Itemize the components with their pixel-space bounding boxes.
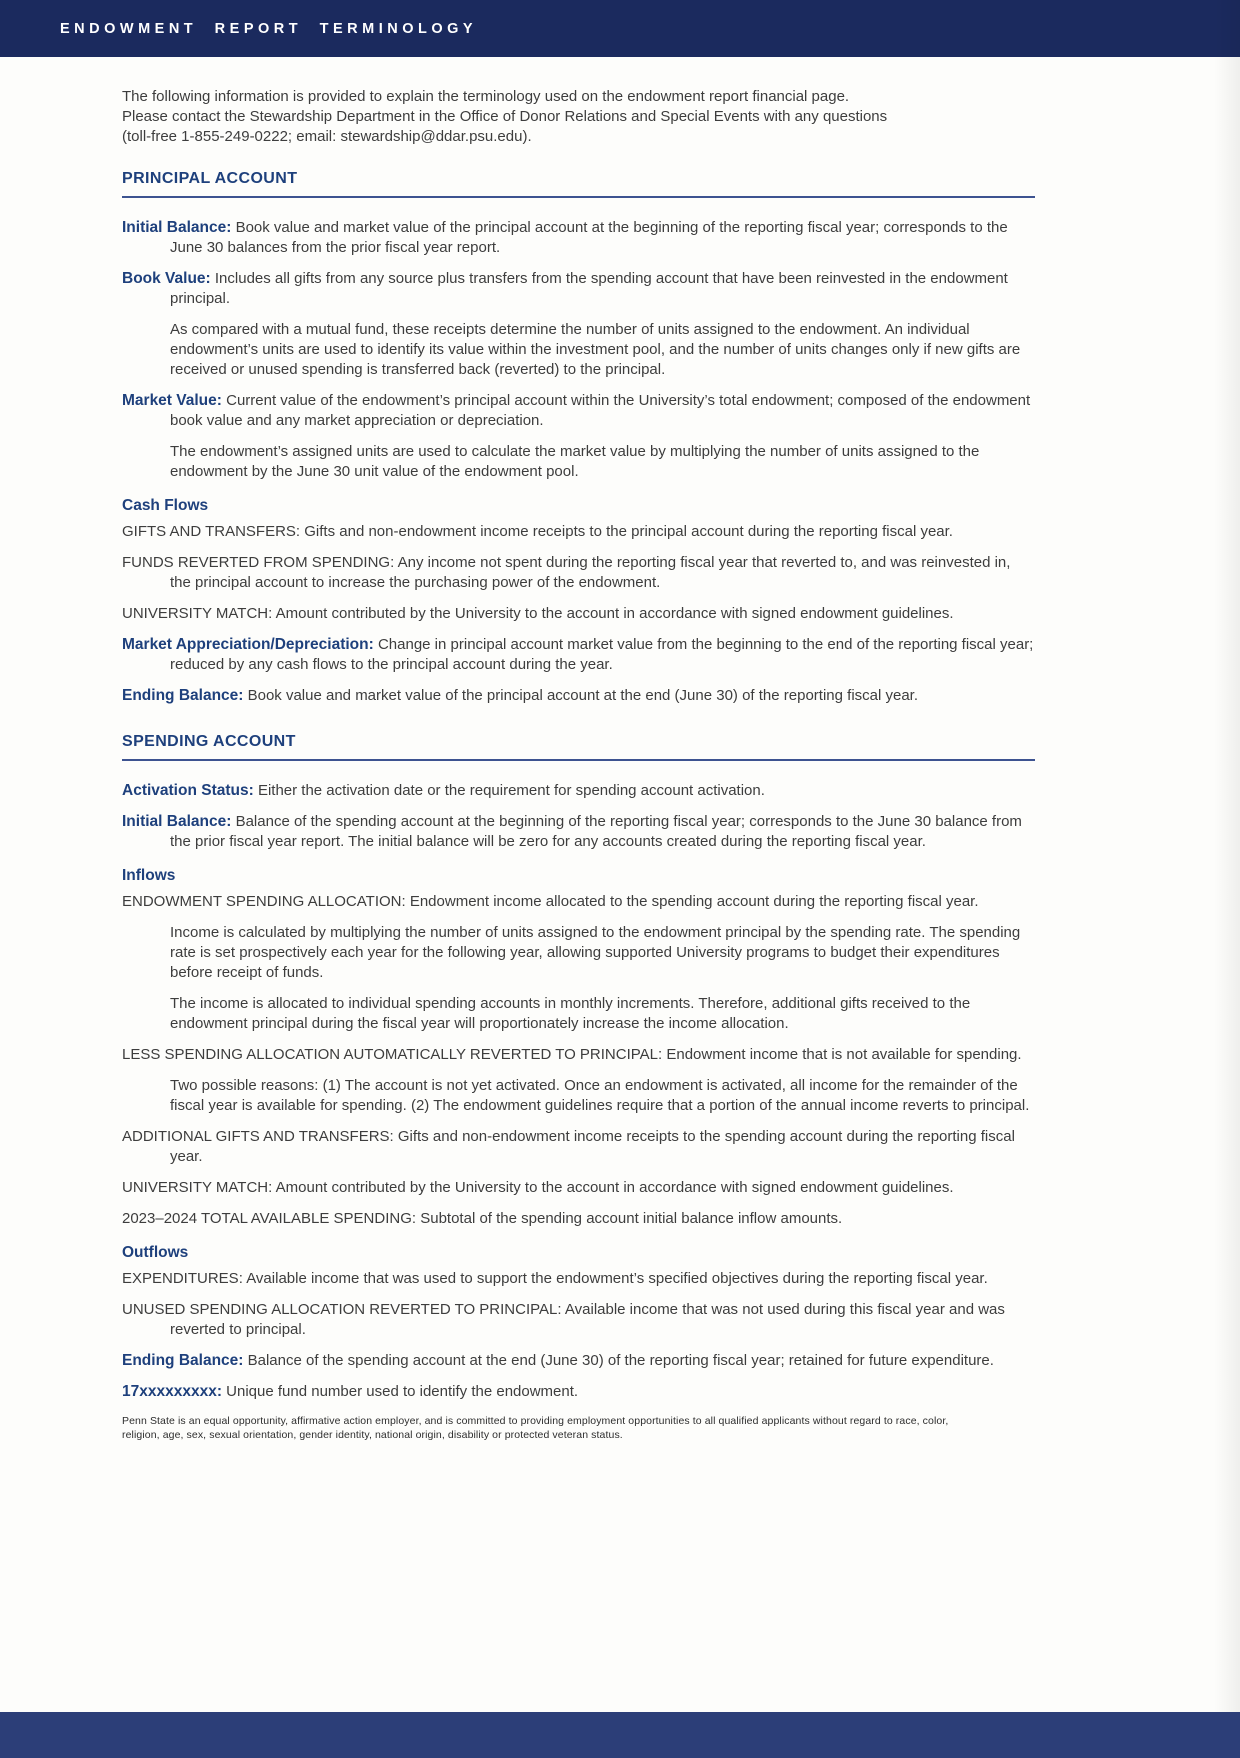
entry-endowment-spending-allocation [122, 892, 1035, 912]
subsection-heading-inflows: Inflows [122, 867, 176, 884]
entry-fund-number [122, 1382, 1035, 1402]
entry-less-spending-note: Two possible reasons: (1) The account is not yet activated. Once an endowment is activated, all income for the remainder of the fiscal year is available for spending. (2) The endowment guidelines require that a portion of the annual income reverts to principal. [170, 1077, 1030, 1114]
term-definition: Gifts and non-endowment income receipts to the spending account during the reporting fiscal year. [170, 1128, 1015, 1165]
term-label: EXPENDITURES: [122, 1270, 243, 1287]
term-definition: Unique fund number used to identify the endowment. [226, 1383, 579, 1400]
term-definition: Gifts and non-endowment income receipts to the principal account during the reporting fiscal year. [304, 523, 953, 540]
term-label: Ending Balance: [122, 1352, 244, 1369]
term-label: Book Value: [122, 270, 211, 287]
term-definition: Book value and market value of the principal account at the beginning of the reporting fiscal year; corresponds to the June 30 balances from the prior fiscal year report. [170, 219, 1008, 256]
term-label: UNIVERSITY MATCH: [122, 605, 273, 622]
entry-ending-balance-principal [122, 686, 1035, 706]
term-definition: Change in principal account market value from the beginning to the end of the reporting fiscal year; reduced by any cash flows to the principal account during the year. [170, 636, 1034, 673]
term-definition: Amount contributed by the University to the account in accordance with signed endowment guidelines. [275, 1179, 954, 1196]
entry-market-value [122, 391, 1035, 431]
term-label: GIFTS AND TRANSFERS: [122, 523, 301, 540]
term-label: Activation Status: [122, 782, 254, 799]
term-label: LESS SPENDING ALLOCATION AUTOMATICALLY REVERTED TO PRINCIPAL: [122, 1046, 663, 1063]
section-title: PRINCIPAL ACCOUNT [122, 170, 298, 187]
entry-initial-balance-spending [122, 812, 1035, 852]
term-label: Initial Balance: [122, 219, 232, 236]
entry-university-match-principal [122, 604, 1035, 624]
term-label: FUNDS REVERTED FROM SPENDING: [122, 554, 395, 571]
term-definition: Balance of the spending account at the beginning of the reporting fiscal year; corresponds to the June 30 balance from the prior fiscal year report. The initial balance will be zero for any accounts created during the reporting fiscal year. [170, 813, 1022, 850]
intro-line: The following information is provided to explain the terminology used on the endowment report financial page. [122, 88, 850, 105]
intro-line: Please contact the Stewardship Department in the Office of Donor Relations and Special Events with any questions [122, 108, 888, 125]
subsection-heading-cash-flows: Cash Flows [122, 497, 209, 514]
term-definition: Either the activation date or the requirement for spending account activation. [257, 782, 765, 799]
entry-total-available-spending [122, 1209, 1035, 1229]
term-label: Market Value: [122, 392, 222, 409]
term-definition: Amount contributed by the University to the account in accordance with signed endowment guidelines. [275, 605, 954, 622]
entry-additional-gifts-and-transfers [122, 1127, 1035, 1167]
intro-line: (toll-free 1-855-249-0222; email: stewardship@ddar.psu.edu). [122, 128, 532, 145]
entry-activation-status [122, 781, 1035, 801]
header-bar [0, 0, 1240, 57]
entry-unused-spending-allocation-reverted [122, 1300, 1035, 1340]
term-label: Ending Balance: [122, 687, 244, 704]
term-definition: Subtotal of the spending account initial balance inflow amounts. [420, 1210, 843, 1227]
entry-book-value [122, 269, 1035, 309]
term-label: UNUSED SPENDING ALLOCATION REVERTED TO PRINCIPAL: [122, 1301, 562, 1318]
term-definition: Available income that was used to support the endowment’s specified objectives during the reporting fiscal year. [246, 1270, 988, 1287]
term-label: ENDOWMENT SPENDING ALLOCATION: [122, 893, 406, 910]
section-heading-principal-account [122, 169, 1035, 198]
term-definition: Any income not spent during the reporting fiscal year that reverted to, and was reinvested in, the principal account to increase the purchasing power of the endowment. [170, 554, 1011, 591]
entry-spending-allocation-note-1: Income is calculated by multiplying the number of units assigned to the endowment principal by the spending rate. The spending rate is set prospectively each year for the following year, allowing supported University programs to budget their expenditures before receipt of funds. [170, 924, 1021, 981]
section-rule [122, 196, 1035, 198]
term-label: Market Appreciation/Depreciation: [122, 636, 374, 653]
term-definition: Endowment income that is not available for spending. [666, 1046, 1022, 1063]
section-heading-spending-account [122, 732, 1035, 761]
page-title: ENDOWMENT REPORT TERMINOLOGY [60, 20, 478, 37]
footer-bar [0, 1712, 1240, 1758]
term-label: UNIVERSITY MATCH: [122, 1179, 273, 1196]
section-title: SPENDING ACCOUNT [122, 733, 296, 750]
document-body [0, 57, 1240, 1442]
subsection-heading-outflows: Outflows [122, 1244, 189, 1261]
entry-spending-allocation-note-2: The income is allocated to individual spending accounts in monthly increments. Therefore, additional gifts received to the endowment principal during the fiscal year will proportionately increase the income allocation. [170, 995, 971, 1032]
entry-book-value-note: As compared with a mutual fund, these receipts determine the number of units assigned to the endowment. An individual endowment’s units are used to identify its value within the investment pool, and the number of units changes only if new gifts are received or unused spending is transferred back (reverted) to the principal. [170, 321, 1021, 378]
entry-initial-balance [122, 218, 1035, 258]
term-label: ADDITIONAL GIFTS AND TRANSFERS: [122, 1128, 394, 1145]
term-definition: Includes all gifts from any source plus transfers from the spending account that have been reinvested in the endowment principal. [170, 270, 1008, 307]
term-definition: Current value of the endowment’s principal account within the University’s total endowment; composed of the endowment book value and any market appreciation or depreciation. [170, 392, 1031, 429]
entry-funds-reverted-from-spending [122, 553, 1035, 593]
entry-market-appreciation-depreciation [122, 635, 1035, 675]
entry-market-value-note: The endowment’s assigned units are used to calculate the market value by multiplying the number of units assigned to the endowment by the June 30 unit value of the endowment pool. [170, 443, 980, 480]
section-rule [122, 759, 1035, 761]
entry-ending-balance-spending [122, 1351, 1035, 1371]
entry-less-spending-allocation-reverted [122, 1045, 1035, 1065]
term-label: 2023–2024 TOTAL AVAILABLE SPENDING: [122, 1210, 417, 1227]
term-label: 17xxxxxxxxx: [122, 1383, 222, 1400]
term-label: Initial Balance: [122, 813, 232, 830]
intro-paragraph [122, 87, 1035, 147]
equal-opportunity-note: Penn State is an equal opportunity, affirmative action employer, and is committed to providing employment opportunities to all qualified applicants without regard to race, color, religion, age, sex, sexual orientation, gender identity, national origin, disability or protected veteran status. [122, 1415, 949, 1441]
term-definition: Available income that was not used during this fiscal year and was reverted to principal. [170, 1301, 1005, 1338]
term-definition: Endowment income allocated to the spending account during the reporting fiscal year. [409, 893, 979, 910]
entry-university-match-spending [122, 1178, 1035, 1198]
entry-expenditures [122, 1269, 1035, 1289]
term-definition: Balance of the spending account at the end (June 30) of the reporting fiscal year; retained for future expenditure. [247, 1352, 994, 1369]
term-definition: Book value and market value of the principal account at the end (June 30) of the reporting fiscal year. [247, 687, 919, 704]
entry-gifts-and-transfers [122, 522, 1035, 542]
